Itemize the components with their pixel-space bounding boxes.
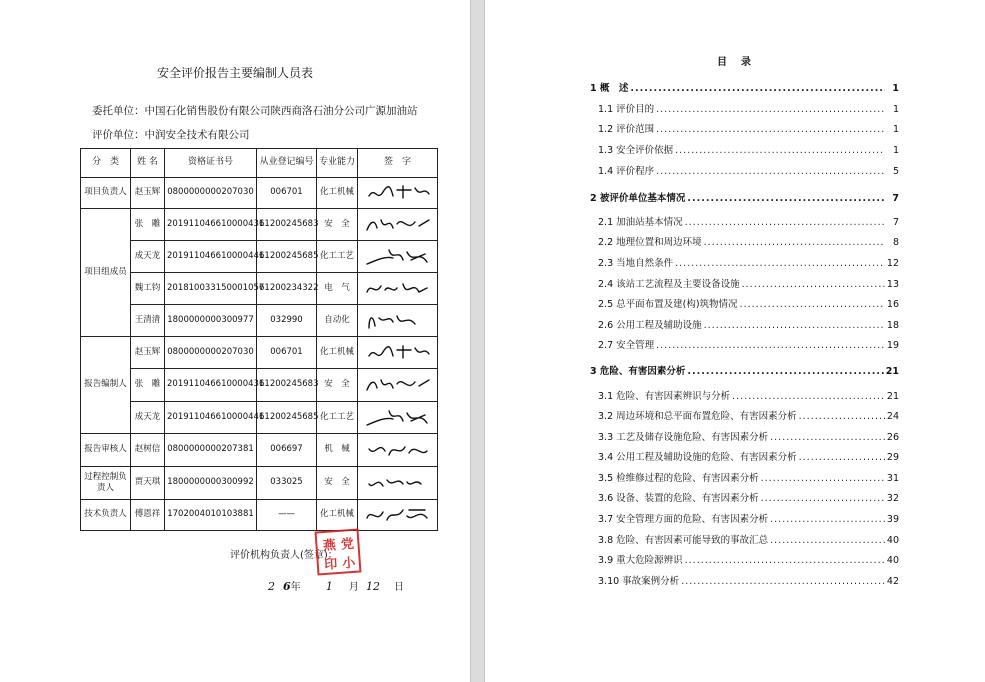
seal-char: 燕 <box>322 538 337 555</box>
skill-cell: 安 全 <box>317 369 358 402</box>
toc-chapter-entry[interactable] <box>590 80 899 94</box>
header-name: 姓 名 <box>131 149 165 178</box>
toc-section-entry[interactable] <box>598 276 899 290</box>
date-day: 12 <box>366 580 381 593</box>
toc-section-entry[interactable] <box>598 317 899 331</box>
toc-section-entry[interactable] <box>598 511 899 525</box>
toc-leader-dots <box>732 391 885 402</box>
document-title: 安全评价报告主要编制人员表 <box>156 66 313 80</box>
toc-section-entry[interactable] <box>598 337 899 351</box>
toc-leader-dots <box>675 258 885 269</box>
signature-cell <box>358 305 438 337</box>
toc-page-number: 12 <box>886 258 899 269</box>
toc-leader-dots <box>675 145 885 156</box>
handwritten-signature <box>363 214 433 236</box>
sign-date <box>268 578 404 593</box>
staff-table <box>80 148 438 531</box>
toc-section-entry[interactable] <box>598 142 899 156</box>
skill-cell: 化工机械 <box>317 500 358 531</box>
table-row <box>81 500 438 531</box>
toc-entry-label: 2.7 安全管理 <box>598 340 655 351</box>
seal-char: 印 <box>323 557 338 573</box>
toc-leader-dots <box>761 473 885 484</box>
toc-entry-label: 2.1 加油站基本情况 <box>598 217 683 228</box>
toc-page-number: 40 <box>886 555 899 566</box>
certificate-cell: 1800000000300992 <box>165 467 257 500</box>
handwritten-signature <box>363 504 433 526</box>
skill-cell: 化工工艺 <box>317 402 358 434</box>
certificate-cell: 201911046610000441 <box>165 402 257 434</box>
toc-page-number: 40 <box>886 535 899 546</box>
evaluator-line: 评价单位：中润安全技术有限公司 <box>92 129 250 141</box>
signature-cell <box>358 209 438 241</box>
toc-entry-label: 3.3 工艺及储存设施危险、有害因素分析 <box>598 432 769 443</box>
registration-cell: 006701 <box>257 178 317 209</box>
name-cell: 张 雕 <box>131 369 165 402</box>
date-month: 1 <box>325 580 333 593</box>
role-cell: 技术负责人 <box>81 500 131 531</box>
handwritten-signature <box>363 246 433 268</box>
toc-chapter-entry[interactable] <box>590 190 899 204</box>
table-row <box>81 241 438 273</box>
toc-entry-label: 1.2 评价范围 <box>598 124 655 135</box>
toc-section-entry[interactable] <box>598 449 899 463</box>
red-seal-stamp <box>315 529 362 576</box>
toc-page-number: 18 <box>886 320 899 331</box>
client-line: 委托单位：中国石化销售股份有限公司陕西商洛石油分公司广源加油站 <box>92 105 418 117</box>
toc-leader-dots <box>681 576 885 587</box>
toc-chapter-entry[interactable] <box>590 363 899 377</box>
toc-page-number: 16 <box>886 299 899 310</box>
toc-leader-dots <box>704 237 885 248</box>
toc-leader-dots <box>799 411 885 422</box>
toc-entry-label: 3.10 事故案例分析 <box>598 576 680 587</box>
toc-entry-label: 3.8 危险、有害因素可能导致的事故汇总 <box>598 535 769 546</box>
toc-page-number: 31 <box>886 473 899 484</box>
table-row <box>81 434 438 467</box>
toc-page-number: 21 <box>886 391 899 402</box>
skill-cell: 化工工艺 <box>317 241 358 273</box>
page-gap <box>470 0 485 682</box>
toc-leader-dots <box>770 535 885 546</box>
certificate-cell: 0800000000207381 <box>165 434 257 467</box>
registration-cell: 61200245683 <box>257 209 317 241</box>
registration-cell: 032990 <box>257 305 317 337</box>
table-row <box>81 305 438 337</box>
header-certificate: 资格证书号 <box>165 149 257 178</box>
toc-entry-label: 1.1 评价目的 <box>598 104 655 115</box>
toc-page-number: 5 <box>892 166 899 177</box>
handwritten-signature <box>363 182 433 204</box>
registration-cell: 61200245685 <box>257 241 317 273</box>
toc-section-entry[interactable] <box>598 296 899 310</box>
name-cell: 张 雕 <box>131 209 165 241</box>
toc-section-entry[interactable] <box>598 408 899 422</box>
toc-page-number: 1 <box>892 124 899 135</box>
header-signature: 签 字 <box>358 149 438 178</box>
toc-entry-label: 3.7 安全管理方面的危险、有害因素分析 <box>598 514 769 525</box>
toc-entry-label: 2.2 地理位置和周边环境 <box>598 237 702 248</box>
name-cell: 魏工钧 <box>131 273 165 305</box>
certificate-cell: 1800000000300977 <box>165 305 257 337</box>
toc-page-number: 29 <box>886 452 899 463</box>
toc-entry-label: 1.4 评价程序 <box>598 166 655 177</box>
signature-cell <box>358 241 438 273</box>
toc-section-entry[interactable] <box>598 388 899 402</box>
toc-leader-dots <box>656 124 885 135</box>
toc-entry-label: 2.4 该站工艺流程及主要设备设施 <box>598 279 740 290</box>
date-month-label: 月 <box>348 582 359 593</box>
name-cell: 王清清 <box>131 305 165 337</box>
toc-page-number: 7 <box>892 193 899 204</box>
handwritten-signature <box>363 439 433 461</box>
toc-leader-dots <box>704 320 885 331</box>
toc-section-entry[interactable] <box>598 573 899 587</box>
header-registration: 从业登记编号 <box>257 149 317 178</box>
signature-cell <box>358 273 438 305</box>
signature-cell <box>358 369 438 402</box>
toc-leader-dots <box>742 279 885 290</box>
toc-section-entry[interactable] <box>598 234 899 248</box>
registration-cell: 006701 <box>257 337 317 369</box>
registration-cell: 61200245685 <box>257 402 317 434</box>
name-cell: 傅恩祥 <box>131 500 165 531</box>
skill-cell: 电 气 <box>317 273 358 305</box>
table-row <box>81 337 438 369</box>
seal-char: 党 <box>340 536 355 553</box>
toc-section-entry[interactable] <box>598 101 899 115</box>
handwritten-signature <box>363 278 433 300</box>
toc-entry-label: 3.9 重大危险源辨识 <box>598 555 683 566</box>
certificate-cell: 0800000000207030 <box>165 178 257 209</box>
toc-leader-dots <box>685 555 885 566</box>
toc-entry-label: 2 被评价单位基本情况 <box>590 193 686 204</box>
role-cell: 报告审核人 <box>81 434 131 467</box>
toc-leader-dots <box>740 299 885 310</box>
toc-page-number: 26 <box>886 432 899 443</box>
skill-cell: 化工机械 <box>317 337 358 369</box>
table-row <box>81 273 438 305</box>
certificate-cell: 201911046610000441 <box>165 241 257 273</box>
toc-leader-dots <box>799 452 885 463</box>
handwritten-signature <box>363 310 433 332</box>
toc-section-entry[interactable] <box>598 470 899 484</box>
name-cell: 贾天琪 <box>131 467 165 500</box>
toc-section-entry[interactable] <box>598 255 899 269</box>
toc-page-number: 1 <box>892 145 899 156</box>
seal-char: 小 <box>341 555 356 572</box>
handwritten-signature <box>363 374 433 396</box>
toc-section-entry[interactable] <box>598 490 899 504</box>
registration-cell: —— <box>257 500 317 531</box>
role-cell: 报告编制人 <box>81 337 131 434</box>
toc-entry-label: 3.4 公用工程及辅助设施的危险、有害因素分析 <box>598 452 797 463</box>
toc-page-number: 8 <box>892 237 899 248</box>
registration-cell: 61200234322 <box>257 273 317 305</box>
table-row <box>81 402 438 434</box>
certificate-cell: 0800000000207030 <box>165 337 257 369</box>
name-cell: 成天龙 <box>131 402 165 434</box>
registration-cell: 033025 <box>257 467 317 500</box>
toc-page-number: 24 <box>886 411 899 422</box>
signature-cell <box>358 434 438 467</box>
toc-title: 目 录 <box>717 57 753 68</box>
toc-entry-label: 3.5 检维修过程的危险、有害因素分析 <box>598 473 759 484</box>
toc-leader-dots <box>687 366 883 377</box>
toc-section-entry[interactable] <box>598 552 899 566</box>
registration-cell: 006697 <box>257 434 317 467</box>
date-year-handwritten: 2 <box>268 580 275 593</box>
toc-entry-label: 1 概 述 <box>590 83 629 94</box>
skill-cell: 安 全 <box>317 209 358 241</box>
left-page <box>0 0 470 682</box>
staff-table-body <box>81 178 438 531</box>
signature-cell <box>358 402 438 434</box>
toc-entry-label: 3.1 危险、有害因素辨识与分析 <box>598 391 731 402</box>
handwritten-signature <box>363 407 433 429</box>
table-row <box>81 209 438 241</box>
name-cell: 成天龙 <box>131 241 165 273</box>
certificate-cell: 201911046610000431 <box>165 369 257 402</box>
table-row <box>81 467 438 500</box>
toc-leader-dots <box>656 166 885 177</box>
toc-page-number: 21 <box>885 366 899 377</box>
header-skill: 专业能力 <box>317 149 358 178</box>
role-cell: 过程控制负责人 <box>81 467 131 500</box>
date-year-tail: 6 <box>283 580 291 593</box>
toc-leader-dots <box>770 432 885 443</box>
toc-section-entry[interactable] <box>598 121 899 135</box>
date-year-label: 年 <box>290 582 301 593</box>
toc-section-entry[interactable] <box>598 163 899 177</box>
toc-page-number: 1 <box>892 104 899 115</box>
name-cell: 赵玉辉 <box>131 337 165 369</box>
signature-cell <box>358 500 438 531</box>
toc-leader-dots <box>685 217 885 228</box>
signature-cell <box>358 467 438 500</box>
table-header-row <box>81 149 438 178</box>
toc-section-entry[interactable] <box>598 429 899 443</box>
responsible-line: 评价机构负责人(签章)： <box>230 550 338 561</box>
toc-entry-label: 1.3 安全评价依据 <box>598 145 674 156</box>
toc-page-number: 42 <box>886 576 899 587</box>
certificate-cell: 201810033150001057 <box>165 273 257 305</box>
certificate-cell: 201911046610000431 <box>165 209 257 241</box>
right-page <box>485 0 985 682</box>
registration-cell: 61200245683 <box>257 369 317 402</box>
skill-cell: 机 械 <box>317 434 358 467</box>
toc-leader-dots <box>630 83 885 94</box>
toc-entry-label: 2.6 公用工程及辅助设施 <box>598 320 702 331</box>
toc-page-number: 1 <box>892 83 899 94</box>
handwritten-signature <box>363 472 433 494</box>
toc-leader-dots <box>656 104 885 115</box>
skill-cell: 化工机械 <box>317 178 358 209</box>
date-day-label: 日 <box>394 582 405 593</box>
toc-entry-label: 3 危险、有害因素分析 <box>590 366 686 377</box>
toc-section-entry[interactable] <box>598 214 899 228</box>
toc-leader-dots <box>687 193 885 204</box>
table-row <box>81 178 438 209</box>
toc-leader-dots <box>656 340 885 351</box>
toc-entry-label: 3.6 设备、装置的危险、有害因素分析 <box>598 493 759 504</box>
table-row <box>81 369 438 402</box>
signature-cell <box>358 178 438 209</box>
name-cell: 赵树信 <box>131 434 165 467</box>
skill-cell: 自动化 <box>317 305 358 337</box>
toc-entry-label: 2.5 总平面布置及建(构)筑物情况 <box>598 299 738 310</box>
skill-cell: 安 全 <box>317 467 358 500</box>
toc-page-number: 19 <box>886 340 899 351</box>
name-cell: 赵玉辉 <box>131 178 165 209</box>
role-cell: 项目负责人 <box>81 178 131 209</box>
toc-leader-dots <box>770 514 885 525</box>
toc-page-number: 7 <box>892 217 899 228</box>
toc-page-number: 39 <box>886 514 899 525</box>
toc-page-number: 13 <box>886 279 899 290</box>
toc-section-entry[interactable] <box>598 532 899 546</box>
role-cell: 项目组成员 <box>81 209 131 337</box>
toc-entry-label: 3.2 周边环境和总平面布置危险、有害因素分析 <box>598 411 797 422</box>
toc-entry-label: 2.3 当地自然条件 <box>598 258 674 269</box>
handwritten-signature <box>363 342 433 364</box>
signature-cell <box>358 337 438 369</box>
toc-page-number: 32 <box>886 493 899 504</box>
toc-leader-dots <box>761 493 885 504</box>
header-category: 分 类 <box>81 149 131 178</box>
certificate-cell: 1702004010103881 <box>165 500 257 531</box>
